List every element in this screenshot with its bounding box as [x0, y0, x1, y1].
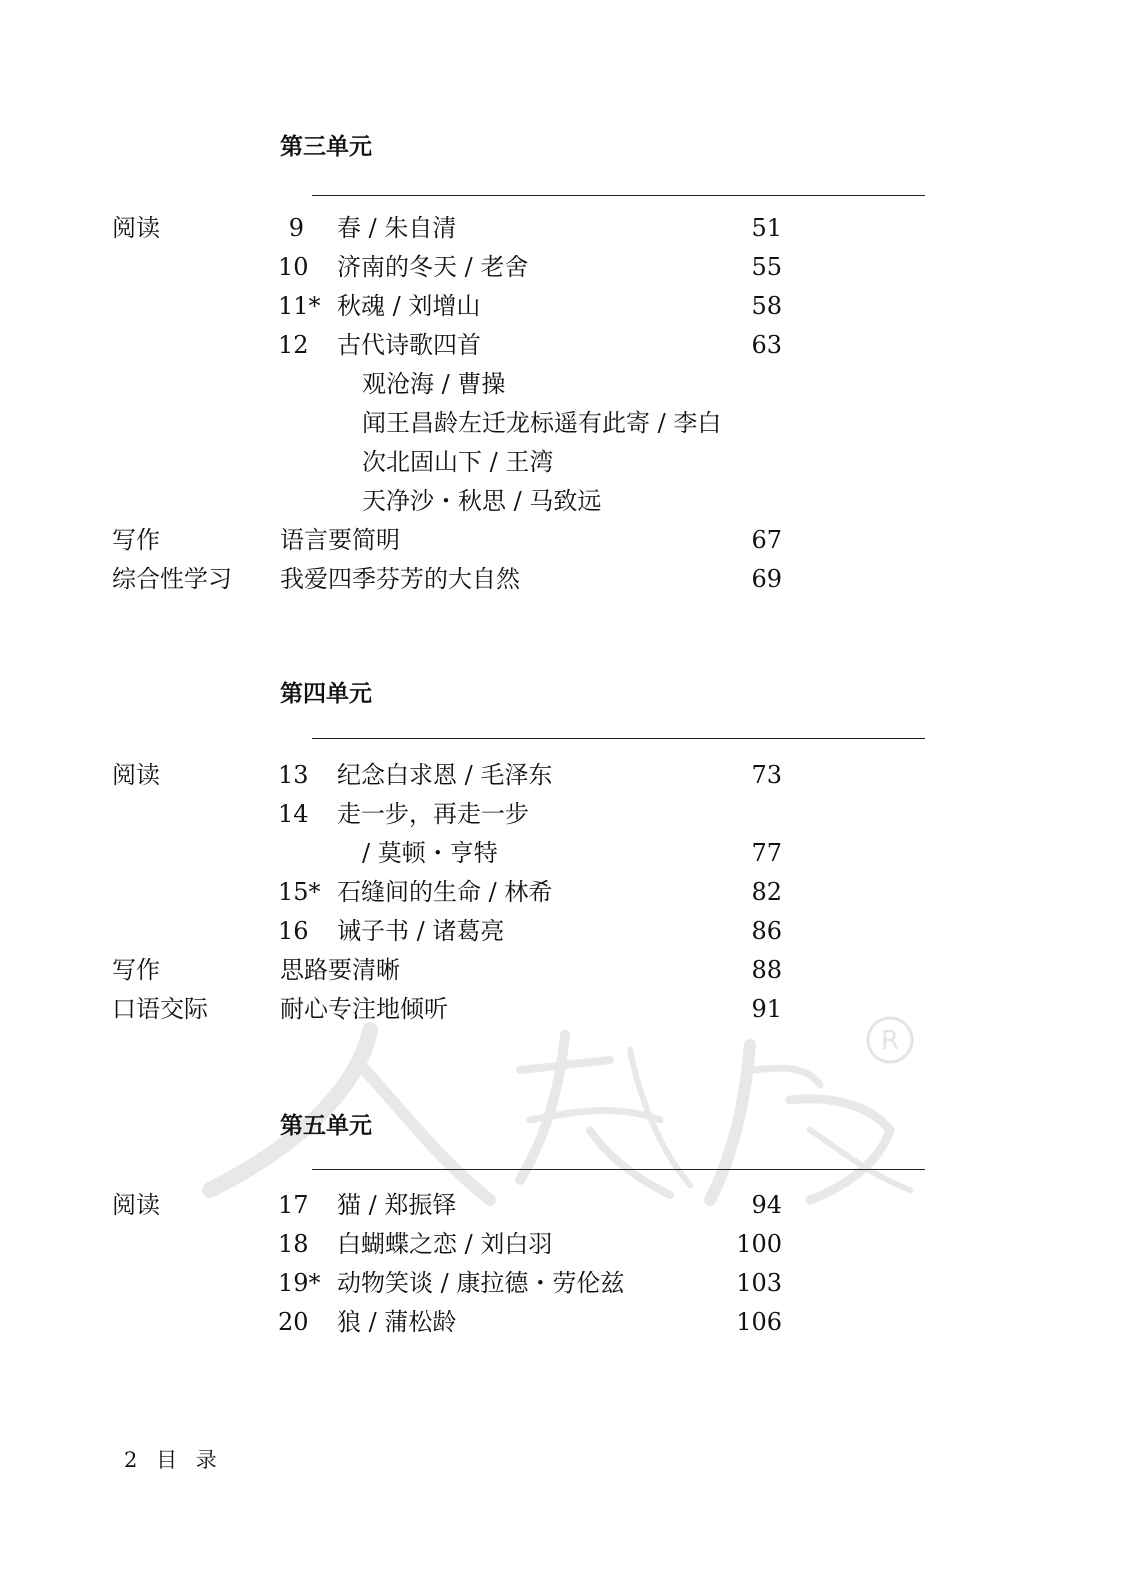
- registered-mark: R: [880, 1026, 900, 1056]
- toc-entry: [0, 795, 1122, 834]
- entry-page: 73: [751, 761, 782, 789]
- entry-page: 100: [736, 1230, 782, 1258]
- entry-category: 阅读: [112, 214, 160, 242]
- entry-title: 济南的冬天 / 老舍: [337, 253, 529, 281]
- toc-entry: [0, 1225, 1122, 1264]
- toc-subentry: [0, 365, 1122, 404]
- unit-entries: [0, 209, 1122, 599]
- entry-title: 猫 / 郑振铎: [337, 1191, 457, 1219]
- toc-subentry: [0, 482, 1122, 521]
- unit-divider: [312, 1169, 925, 1170]
- unit-title: 第四单元: [280, 681, 372, 707]
- unit-divider: [312, 738, 925, 739]
- entry-page: 69: [751, 565, 782, 593]
- entry-title: 白蝴蝶之恋 / 刘白羽: [337, 1230, 553, 1258]
- subentry-title: 观沧海 / 曹操: [362, 370, 506, 398]
- entry-title: 耐心专注地倾听: [280, 995, 448, 1023]
- entry-number: 10: [278, 253, 309, 281]
- toc-subentry: [0, 443, 1122, 482]
- footer-label-lu: 录: [195, 1448, 217, 1472]
- entry-category: 阅读: [112, 761, 160, 789]
- unit-entries: [0, 756, 1122, 1029]
- toc-entry: [0, 287, 1122, 326]
- entry-number: 17: [278, 1191, 309, 1219]
- entry-category: 写作: [112, 956, 160, 984]
- toc-entry: [0, 1303, 1122, 1342]
- entry-page: 51: [751, 214, 782, 242]
- entry-title: 走一步，再走一步: [337, 800, 529, 828]
- entry-page: 77: [751, 839, 782, 867]
- entry-number: 18: [278, 1230, 309, 1258]
- entry-number: 20: [278, 1308, 309, 1336]
- entry-title: 诫子书 / 诸葛亮: [337, 917, 505, 945]
- toc-entry: [0, 873, 1122, 912]
- entry-title: 春 / 朱自清: [337, 214, 457, 242]
- toc-subentry: [0, 834, 1122, 873]
- entry-page: 67: [751, 526, 782, 554]
- entry-title: 动物笑谈 / 康拉德・劳伦兹: [337, 1269, 625, 1297]
- entry-page: 55: [751, 253, 782, 281]
- toc-entry: [0, 912, 1122, 951]
- toc-entry: [0, 756, 1122, 795]
- entry-title: 我爱四季芬芳的大自然: [280, 565, 520, 593]
- entry-page: 94: [751, 1191, 782, 1219]
- footer-page-number: 2: [124, 1448, 138, 1472]
- entry-page: 63: [751, 331, 782, 359]
- entry-title: 纪念白求恩 / 毛泽东: [337, 761, 553, 789]
- entry-number: 16: [278, 917, 309, 945]
- entry-page: 106: [736, 1308, 782, 1336]
- footer-label-mu: 目: [156, 1448, 178, 1472]
- toc-subentry: [0, 404, 1122, 443]
- entry-category: 口语交际: [112, 995, 208, 1023]
- unit-title: 第三单元: [280, 134, 372, 160]
- entry-category: 写作: [112, 526, 160, 554]
- entry-title: 秋魂 / 刘增山: [337, 292, 481, 320]
- entry-title: 狼 / 蒲松龄: [337, 1308, 457, 1336]
- entry-page: 58: [751, 292, 782, 320]
- unit-title: 第五单元: [280, 1113, 372, 1139]
- entry-title: 语言要简明: [280, 526, 400, 554]
- entry-title: 石缝间的生命 / 林希: [337, 878, 553, 906]
- entry-number: 13: [278, 761, 309, 789]
- entry-number: 14: [278, 800, 309, 828]
- entry-number: 9: [288, 214, 304, 242]
- subentry-title: 天净沙・秋思 / 马致远: [362, 487, 602, 515]
- toc-entry: [0, 209, 1122, 248]
- toc-entry: [0, 521, 1122, 560]
- subentry-title: / 莫顿・亨特: [362, 839, 498, 867]
- entry-category: 综合性学习: [112, 565, 232, 593]
- toc-entry: [0, 248, 1122, 287]
- entry-title: 思路要清晰: [280, 956, 400, 984]
- toc-entry: [0, 1186, 1122, 1225]
- entry-number: 19*: [278, 1269, 321, 1297]
- toc-entry: [0, 560, 1122, 599]
- entry-page: 82: [751, 878, 782, 906]
- entry-page: 91: [751, 995, 782, 1023]
- toc-entry: [0, 990, 1122, 1029]
- entry-page: 86: [751, 917, 782, 945]
- entry-page: 103: [736, 1269, 782, 1297]
- subentry-title: 闻王昌龄左迁龙标遥有此寄 / 李白: [362, 409, 722, 437]
- toc-entry: [0, 951, 1122, 990]
- toc-entry: [0, 326, 1122, 365]
- page-footer: [124, 1444, 229, 1476]
- subentry-title: 次北固山下 / 王湾: [362, 448, 554, 476]
- unit-entries: [0, 1186, 1122, 1342]
- entry-page: 88: [751, 956, 782, 984]
- entry-category: 阅读: [112, 1191, 160, 1219]
- entry-number: 11*: [278, 292, 321, 320]
- entry-title: 古代诗歌四首: [337, 331, 481, 359]
- toc-entry: [0, 1264, 1122, 1303]
- entry-number: 12: [278, 331, 309, 359]
- unit-divider: [312, 195, 925, 196]
- entry-number: 15*: [278, 878, 321, 906]
